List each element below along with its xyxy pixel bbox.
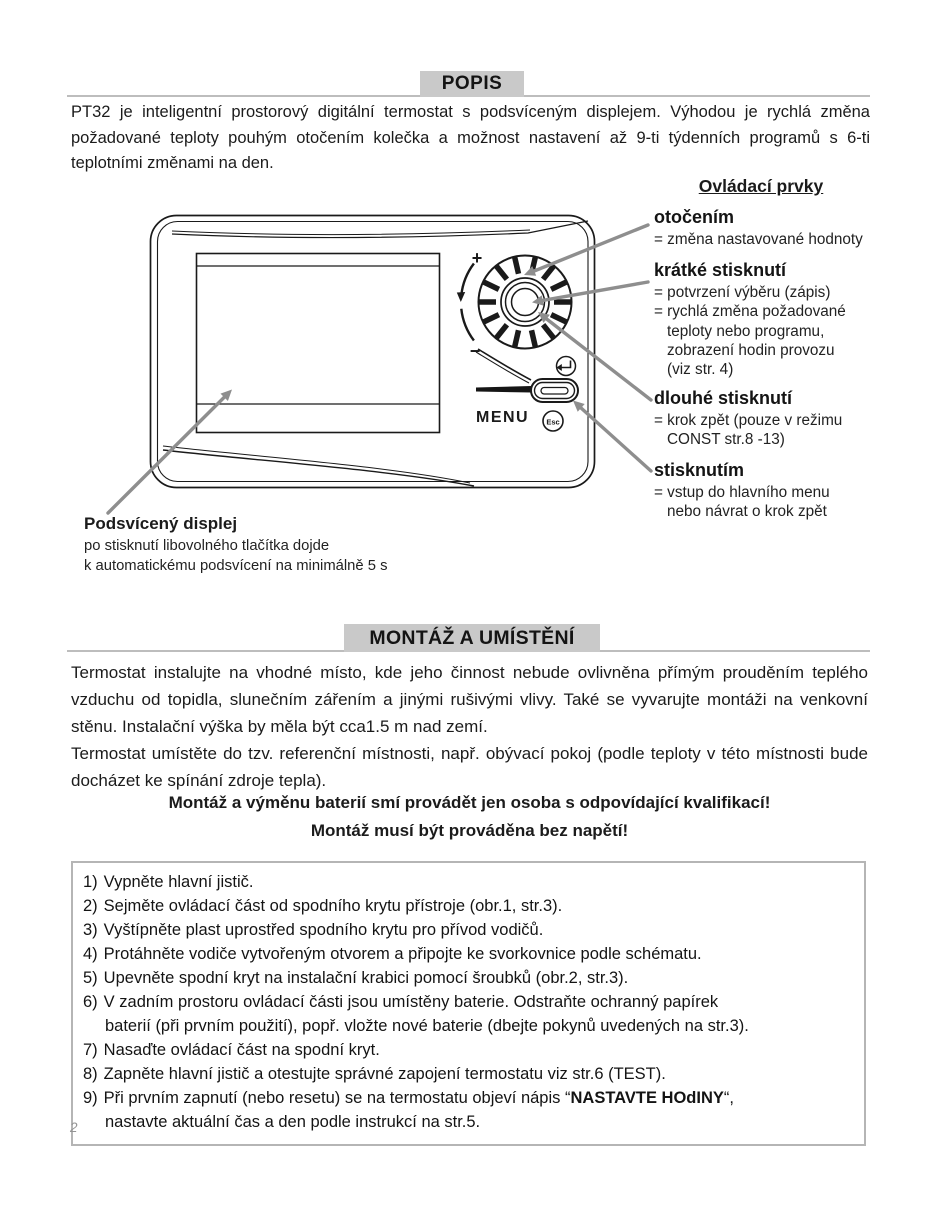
warning-line: Montáž a výměnu baterií smí provádět jen osoba s odpovídající kvalifikací! [168, 793, 771, 812]
control-line: = krok zpět (pouze v režimu [654, 412, 843, 429]
step-8: 8) Zapněte hlavní jistič a otestujte správné zapojení termostatu viz str.6 (TEST). [83, 1065, 666, 1083]
control-group-kratke-stisknuti [654, 260, 846, 379]
controls-heading: Ovládací prvky [698, 176, 824, 196]
step-3: 3) Vyštípněte plast uprostřed spodního krytu pro přívod vodičů. [83, 921, 544, 939]
montaz-paragraphs [71, 659, 868, 794]
popis-heading: POPIS [420, 71, 524, 97]
control-title: otočením [654, 207, 735, 227]
control-title: dlouhé stisknutí [654, 388, 793, 408]
menu-button-label: MENU [476, 409, 530, 426]
arrow-stisknutim [573, 401, 651, 472]
display-screen [197, 254, 440, 433]
rotate-arc-arrow-icon [457, 264, 474, 341]
display-label-line: k automatickému podsvícení na minimálně 5 s [84, 557, 388, 574]
plus-label: + [471, 248, 483, 268]
control-line: nebo návrat o krok zpět [667, 503, 827, 521]
step-6: 6) V zadním prostoru ovládací části jsou umístěny baterie. Odstraňte ochranný papírek [83, 993, 719, 1011]
control-line: = potvrzení výběru (zápis) [654, 284, 831, 301]
step-9-continued: nastavte aktuální čas a den podle instrukcí na str.5. [105, 1113, 481, 1131]
step-7: 7) Nasaďte ovládací část na spodní kryt. [83, 1041, 380, 1059]
montaz-paragraph-1: Termostat instalujte na vhodné místo, kde jeho činnost nebude ovlivněna přímým prouděním teplého vzduchu od topidla, slunečním zářením a jinými rušivými vlivy. Také se vyvarujte montáži na venkovní stěnu. Instalační výška by měla být cca1.5 m nad zemí. [71, 663, 868, 736]
popis-paragraph: PT32 je inteligentní prostorový digitální termostat s podsvíceným displejem. Výhodou je rychlá změna požadované teploty pouhým otočením kolečka a možnost nastavení až 9-ti týdenních programů s 6-ti teplotními změnami na den. [71, 103, 870, 172]
display-label-title: Podsvícený displej [84, 514, 238, 533]
minus-label: − [469, 341, 481, 361]
step-9-bold-text: NASTAVTE HOdINY [570, 1089, 724, 1107]
control-title: stisknutím [654, 460, 745, 480]
esc-label: Esc [546, 417, 560, 427]
step-2: 2) Sejměte ovládací část od spodního krytu přístroje (obr.1, str.3). [83, 897, 563, 915]
annotation-arrows [108, 225, 651, 513]
display-label-line: po stisknutí libovolného tlačítka dojde [84, 538, 330, 554]
safety-warning [71, 789, 868, 844]
installation-steps-box [71, 861, 866, 1146]
control-line: = změna nastavované hodnoty [654, 231, 863, 248]
control-title: krátké stisknutí [654, 260, 787, 280]
warning-line: Montáž musí být prováděna bez napětí! [310, 820, 629, 840]
step-9: 9) Při prvním zapnutí (nebo resetu) se na termostatu objeví nápis “NASTAVTE HOdINY“, [83, 1089, 734, 1107]
page-number: 2 [70, 1120, 78, 1135]
montaz-paragraph-2: Termostat umístěte do tzv. referenční místnosti, např. obývací pokoj (podle teploty v této místnosti bude docházet ke spínání zdroje tepla). [71, 744, 868, 790]
rotary-wheel [457, 248, 572, 361]
step-4: 4) Protáhněte vodiče vytvořeným otvorem a připojte ke svorkovnice podle schématu. [83, 945, 702, 963]
control-group-dlouhe-stisknuti [654, 388, 842, 450]
control-line: = vstup do hlavního menu [654, 484, 830, 501]
montaz-heading: MONTÁŽ A UMÍSTĚNÍ [344, 624, 600, 652]
esc-button [543, 411, 563, 431]
control-line: zobrazení hodin provozu [667, 341, 835, 359]
control-line: (viz str. 4) [667, 361, 734, 379]
step-1: 1) Vypněte hlavní jistič. [83, 873, 254, 891]
control-group-otocenim [654, 207, 863, 249]
control-line: = rychlá změna požadované [654, 303, 846, 321]
return-arrow-icon [557, 357, 576, 376]
backlit-display-label [84, 514, 387, 576]
step-6-continued: baterií (při prvním použití), popř. vložte nové baterie (dbejte pokynů uvedených na str.3). [105, 1017, 749, 1035]
control-group-stisknutim [654, 460, 830, 522]
step-5: 5) Upevněte spodní kryt na instalační krabici pomocí šroubků (obr.2, str.3). [83, 969, 629, 987]
control-line: teploty nebo programu, [667, 322, 825, 340]
control-line: CONST str.8 -13) [667, 431, 785, 449]
